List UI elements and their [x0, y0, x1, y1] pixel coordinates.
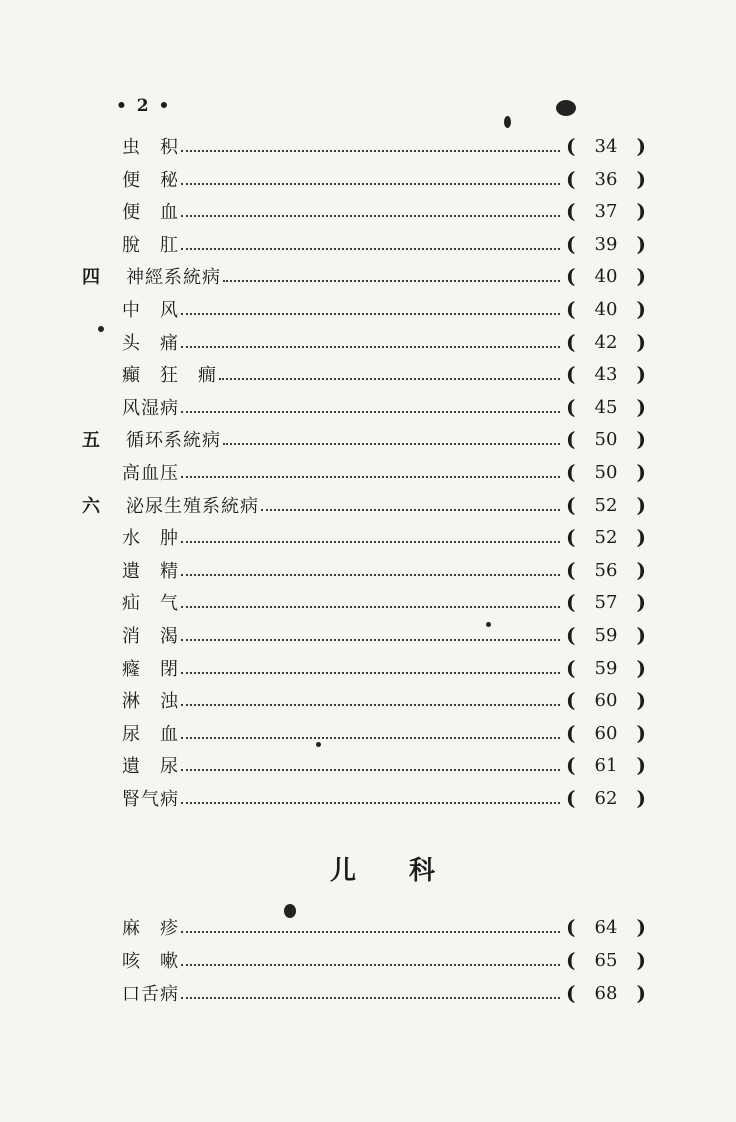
toc-entry — [0, 783, 736, 813]
close-paren: ) — [636, 167, 646, 191]
page-number-value: 50 — [594, 428, 618, 450]
page-number-value: 57 — [594, 591, 618, 613]
page-reference — [566, 232, 646, 256]
open-paren: ( — [566, 558, 576, 582]
dot-leader — [181, 704, 560, 706]
close-paren: ) — [636, 558, 646, 582]
page-number-value: 39 — [594, 233, 618, 255]
section-number: 五 — [82, 430, 100, 451]
open-paren: ( — [566, 427, 576, 451]
dot-leader — [181, 574, 560, 576]
entry-title: 腎气病 — [122, 789, 179, 810]
toc-entry — [0, 912, 736, 942]
dot-leader — [181, 313, 560, 315]
close-paren: ) — [636, 460, 646, 484]
dot-leader — [181, 672, 560, 674]
close-paren: ) — [636, 981, 646, 1005]
entry-title: 虫 积 — [122, 137, 179, 158]
page-reference — [566, 460, 646, 484]
toc-entry — [0, 424, 736, 454]
page-reference — [566, 721, 646, 745]
toc-entry — [0, 457, 736, 487]
open-paren: ( — [566, 493, 576, 517]
page-reference — [566, 688, 646, 712]
page-reference — [566, 395, 646, 419]
page-reference — [566, 590, 646, 614]
dot-leader — [181, 248, 560, 250]
toc-entry — [0, 294, 736, 324]
ink-speck — [486, 622, 491, 627]
ink-speck — [284, 904, 296, 918]
toc-entry — [0, 945, 736, 975]
page-number-value: 50 — [594, 461, 618, 483]
close-paren: ) — [636, 297, 646, 321]
close-paren: ) — [636, 362, 646, 386]
page-number-value: 40 — [594, 265, 618, 287]
toc-entry — [0, 164, 736, 194]
entry-title: 遺 尿 — [122, 756, 179, 777]
entry-title: 头 痛 — [122, 333, 179, 354]
page-number-value: 34 — [594, 135, 618, 157]
section-title: 神經系統病 — [126, 267, 221, 288]
close-paren: ) — [636, 134, 646, 158]
page-number-value: 37 — [594, 200, 618, 222]
dot-leader — [181, 769, 560, 771]
page-reference — [566, 427, 646, 451]
close-paren: ) — [636, 915, 646, 939]
open-paren: ( — [566, 688, 576, 712]
page-number-value: 52 — [594, 526, 618, 548]
dot-leader — [261, 509, 560, 511]
close-paren: ) — [636, 753, 646, 777]
page-reference — [566, 786, 646, 810]
page-number-value: 45 — [594, 396, 618, 418]
close-paren: ) — [636, 688, 646, 712]
dot-leader — [181, 997, 560, 999]
close-paren: ) — [636, 427, 646, 451]
ink-speck — [556, 100, 576, 116]
dot-leader — [219, 378, 560, 380]
toc-entry — [0, 196, 736, 226]
open-paren: ( — [566, 134, 576, 158]
open-paren: ( — [566, 264, 576, 288]
open-paren: ( — [566, 753, 576, 777]
toc-entry — [0, 261, 736, 291]
open-paren: ( — [566, 395, 576, 419]
entry-title: 癃 閉 — [122, 659, 179, 680]
page-number-value: 43 — [594, 363, 618, 385]
page-number-value: 68 — [594, 982, 618, 1004]
open-paren: ( — [566, 362, 576, 386]
entry-title: 便 秘 — [122, 170, 179, 191]
entry-title: 水 肿 — [122, 528, 179, 549]
dot-leader — [181, 183, 560, 185]
page-reference — [566, 915, 646, 939]
page-number-value: 60 — [594, 722, 618, 744]
open-paren: ( — [566, 330, 576, 354]
page-reference — [566, 362, 646, 386]
dot-leader — [223, 443, 560, 445]
page-number-value: 59 — [594, 624, 618, 646]
page-reference — [566, 199, 646, 223]
toc-entry — [0, 392, 736, 422]
page-reference — [566, 525, 646, 549]
entry-title: 遺 精 — [122, 561, 179, 582]
entry-title: 尿 血 — [122, 724, 179, 745]
toc-entry — [0, 327, 736, 357]
dot-leader — [181, 346, 560, 348]
dot-leader — [181, 541, 560, 543]
entry-title: 口舌病 — [122, 984, 179, 1005]
close-paren: ) — [636, 232, 646, 256]
page-number-value: 40 — [594, 298, 618, 320]
close-paren: ) — [636, 525, 646, 549]
page-number-value: 62 — [594, 787, 618, 809]
open-paren: ( — [566, 623, 576, 647]
open-paren: ( — [566, 460, 576, 484]
entry-title: 咳 嗽 — [122, 951, 179, 972]
page-number-value: 65 — [594, 949, 618, 971]
entry-title: 便 血 — [122, 202, 179, 223]
section-number: 四 — [82, 267, 100, 288]
toc-entry — [0, 750, 736, 780]
close-paren: ) — [636, 395, 646, 419]
close-paren: ) — [636, 786, 646, 810]
dot-leader — [181, 737, 560, 739]
dot-leader — [181, 411, 560, 413]
ink-speck — [98, 326, 104, 332]
section-title: 泌尿生殖系統病 — [126, 496, 259, 517]
close-paren: ) — [636, 623, 646, 647]
ink-speck — [504, 116, 511, 128]
page-number-value: 59 — [594, 657, 618, 679]
close-paren: ) — [636, 493, 646, 517]
section-number: 六 — [82, 496, 100, 517]
dot-leader — [223, 280, 560, 282]
page-number-value: 42 — [594, 331, 618, 353]
page-number-value: 36 — [594, 168, 618, 190]
close-paren: ) — [636, 264, 646, 288]
page-reference — [566, 948, 646, 972]
open-paren: ( — [566, 232, 576, 256]
open-paren: ( — [566, 915, 576, 939]
dot-leader — [181, 215, 560, 217]
dot-leader — [181, 931, 560, 933]
open-paren: ( — [566, 525, 576, 549]
dot-leader — [181, 476, 560, 478]
toc-entry — [0, 522, 736, 552]
entry-title: 脫 肛 — [122, 235, 179, 256]
toc-entry — [0, 490, 736, 520]
page-number-value: 61 — [594, 754, 618, 776]
dot-leader — [181, 964, 560, 966]
open-paren: ( — [566, 297, 576, 321]
close-paren: ) — [636, 199, 646, 223]
open-paren: ( — [566, 721, 576, 745]
page-reference — [566, 656, 646, 680]
page-number-value: 60 — [594, 689, 618, 711]
entry-title: 消 渴 — [122, 626, 179, 647]
close-paren: ) — [636, 656, 646, 680]
entry-title: 淋 浊 — [122, 691, 179, 712]
dot-leader — [181, 606, 560, 608]
toc-entry — [0, 718, 736, 748]
page-number: • 2 • — [116, 96, 172, 116]
page-number-value: 56 — [594, 559, 618, 581]
toc-entry — [0, 359, 736, 389]
page-reference — [566, 264, 646, 288]
dot-leader — [181, 802, 560, 804]
page-number-value: 64 — [594, 916, 618, 938]
toc-entry — [0, 131, 736, 161]
close-paren: ) — [636, 590, 646, 614]
toc-entry — [0, 978, 736, 1008]
open-paren: ( — [566, 167, 576, 191]
page-reference — [566, 558, 646, 582]
page-reference — [566, 623, 646, 647]
dot-leader — [181, 150, 560, 152]
open-paren: ( — [566, 981, 576, 1005]
close-paren: ) — [636, 721, 646, 745]
page-reference — [566, 167, 646, 191]
close-paren: ) — [636, 948, 646, 972]
toc-entry — [0, 555, 736, 585]
page-reference — [566, 981, 646, 1005]
open-paren: ( — [566, 948, 576, 972]
open-paren: ( — [566, 199, 576, 223]
page-reference — [566, 330, 646, 354]
toc-entry — [0, 587, 736, 617]
page-reference — [566, 753, 646, 777]
toc-entry — [0, 620, 736, 650]
page-reference — [566, 493, 646, 517]
entry-title: 癲 狂 癇 — [122, 365, 217, 386]
entry-title: 麻 疹 — [122, 918, 179, 939]
toc-entry — [0, 685, 736, 715]
page-reference — [566, 134, 646, 158]
toc-entry — [0, 229, 736, 259]
toc-entry — [0, 653, 736, 683]
close-paren: ) — [636, 330, 646, 354]
entry-title: 中 风 — [122, 300, 179, 321]
open-paren: ( — [566, 590, 576, 614]
entry-title: 风湿病 — [122, 398, 179, 419]
dot-leader — [181, 639, 560, 641]
entry-title: 疝 气 — [122, 593, 179, 614]
page-number-value: 52 — [594, 494, 618, 516]
section-heading: 儿 科 — [330, 856, 458, 886]
page-reference — [566, 297, 646, 321]
section-title: 循环系統病 — [126, 430, 221, 451]
entry-title: 高血压 — [122, 463, 179, 484]
ink-speck — [316, 742, 321, 747]
open-paren: ( — [566, 656, 576, 680]
open-paren: ( — [566, 786, 576, 810]
